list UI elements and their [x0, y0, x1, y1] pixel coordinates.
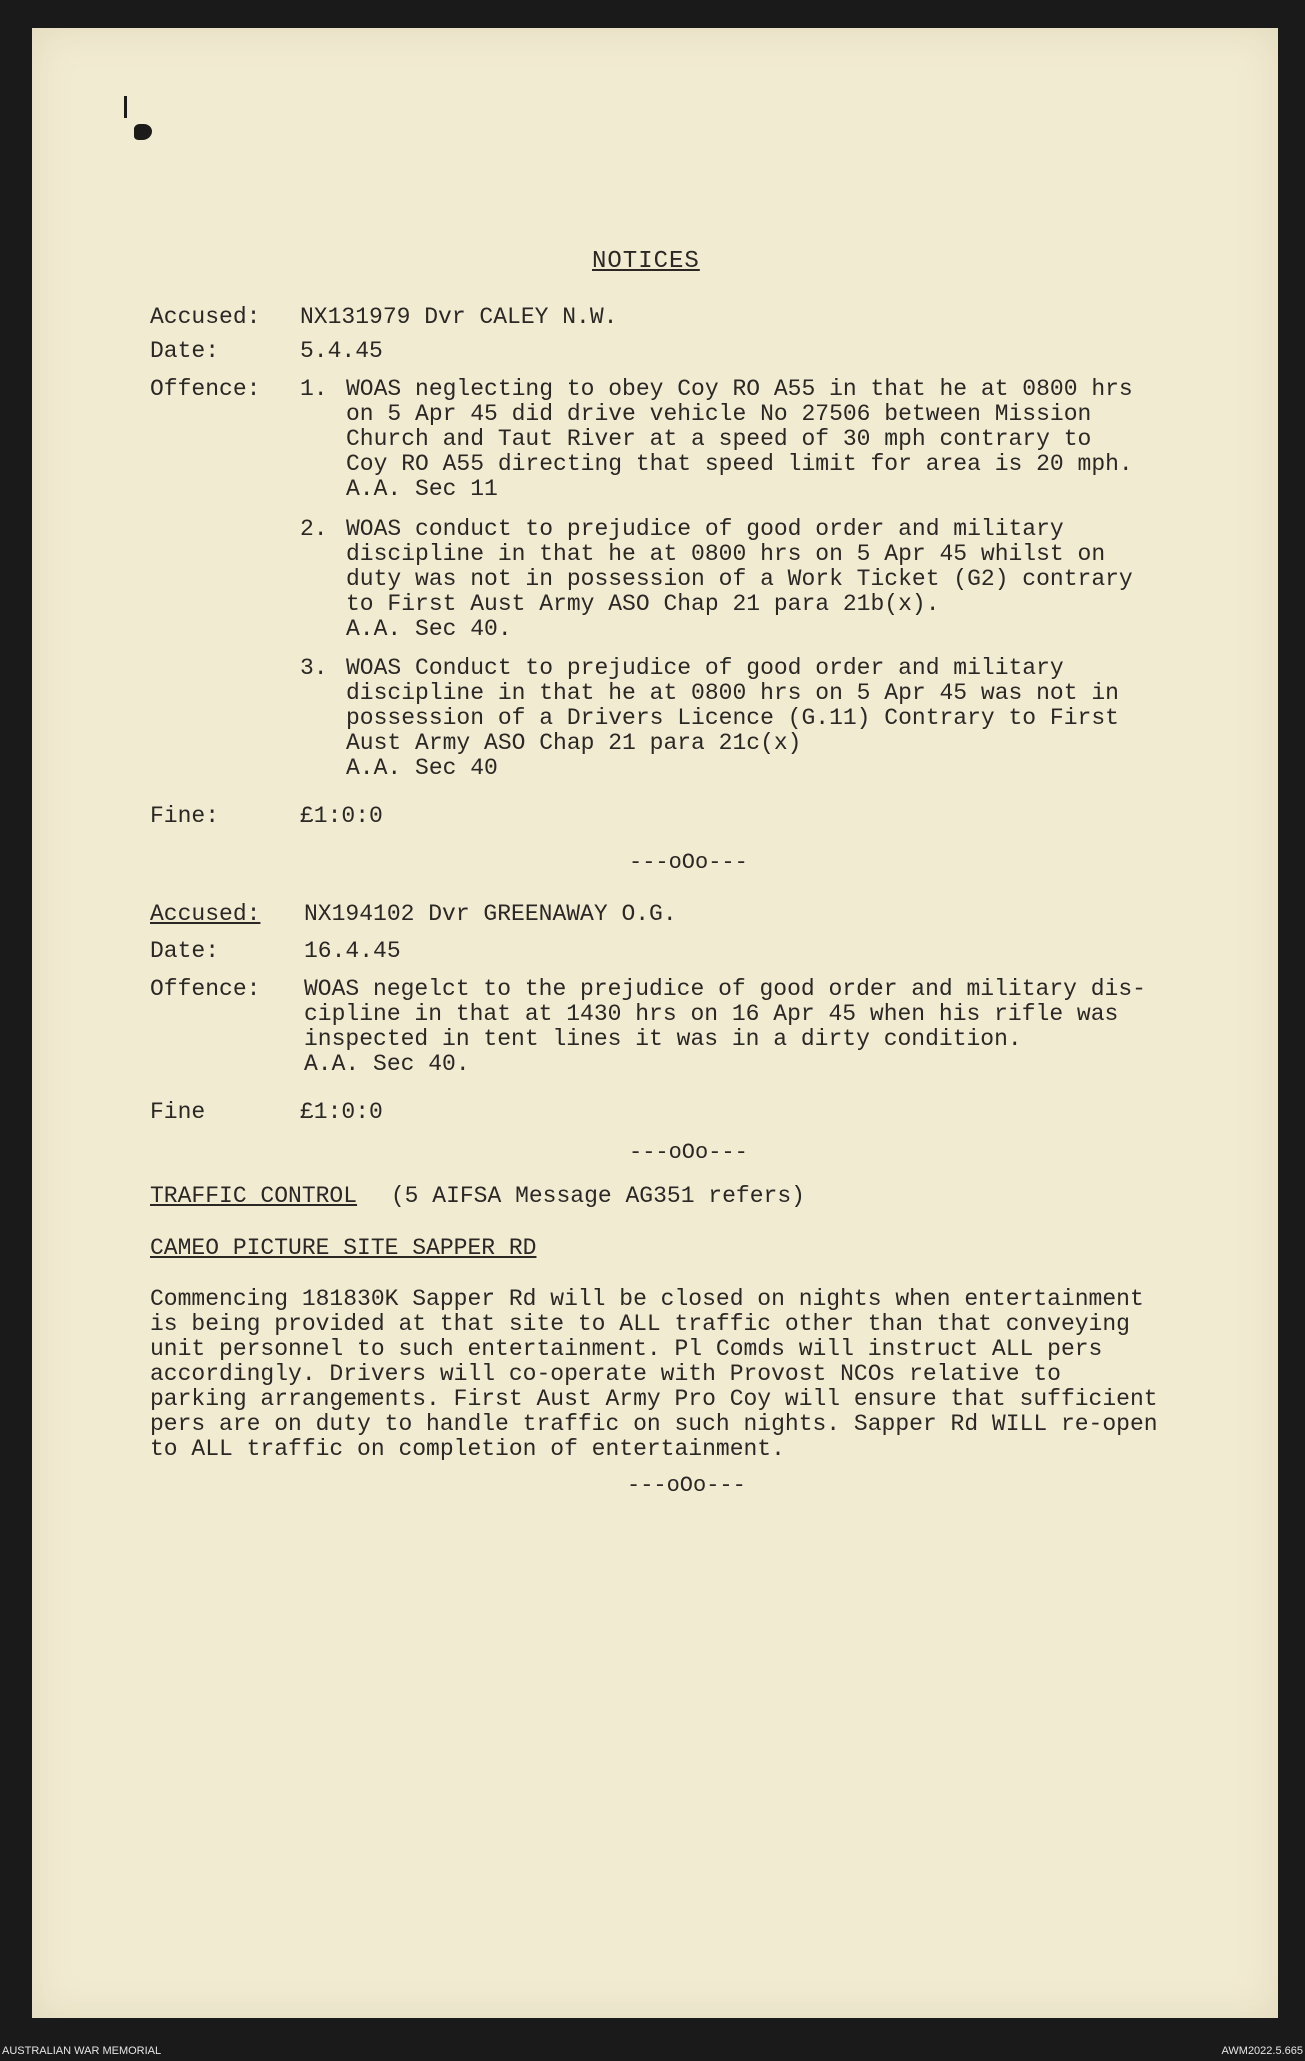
offence-line: Coy RO A55 directing that speed limit for area is 20 mph. [346, 451, 1133, 477]
footer-left: AUSTRALIAN WAR MEMORIAL [2, 2045, 162, 2057]
offence-line: WOAS neglecting to obey Coy RO A55 in that he at 0800 hrs [346, 376, 1133, 402]
offence-line: Aust Army ASO Chap 21 para 21c(x) [346, 730, 802, 756]
offence-line: WOAS Conduct to prejudice of good order and military [346, 655, 1064, 681]
date-label: Date: [150, 338, 220, 364]
offence-label: Offence: [150, 376, 261, 402]
offence-line: on 5 Apr 45 did drive vehicle No 27506 between Mission [346, 401, 1092, 427]
accused-value: NX131979 Dvr CALEY N.W. [300, 304, 618, 330]
paragraph-line: Commencing 181830K Sapper Rd will be closed on nights when entertainment [150, 1286, 1144, 1312]
section-heading [150, 1183, 805, 1209]
paragraph-line: unit personnel to such entertainment. Pl Comds will instruct ALL pers [150, 1336, 1103, 1362]
ink-blot [134, 124, 152, 140]
date-label: Date: [150, 938, 220, 964]
offence-line: WOAS conduct to prejudice of good order and military [346, 516, 1064, 542]
paragraph-line: pers are on duty to handle traffic on such nights. Sapper Rd WILL re-open [150, 1411, 1158, 1437]
offence-line: A.A. Sec 40. [346, 616, 512, 642]
separator: ---oOo--- [629, 1140, 748, 1165]
offence-line: A.A. Sec 40. [304, 1051, 470, 1077]
section-subheading: CAMEO PICTURE SITE SAPPER RD [150, 1235, 537, 1261]
offence-line: A.A. Sec 40 [346, 755, 498, 781]
date-value: 16.4.45 [304, 938, 401, 964]
heading-reference: (5 AIFSA Message AG351 refers) [390, 1183, 805, 1209]
heading-text: TRAFFIC CONTROL [150, 1183, 358, 1209]
offence-line: possession of a Drivers Licence (G.11) Contrary to First [346, 705, 1119, 731]
footer-right: AWM2022.5.665 [1221, 2045, 1303, 2057]
paragraph-line: parking arrangements. First Aust Army Pro Coy will ensure that sufficient [150, 1386, 1158, 1412]
offence-number: 1. [300, 376, 328, 402]
fine-label: Fine [150, 1099, 206, 1125]
page-title: NOTICES [592, 248, 700, 275]
paragraph-line: is being provided at that site to ALL traffic other than that conveying [150, 1311, 1130, 1337]
pin-mark [124, 96, 127, 118]
separator: ---oOo--- [629, 850, 748, 875]
fine-label: Fine: [150, 803, 220, 829]
offence-line: discipline in that he at 0800 hrs on 5 Apr 45 whilst on [346, 541, 1106, 567]
separator: ---oOo--- [627, 1473, 746, 1498]
accused-value: NX194102 Dvr GREENAWAY O.G. [304, 901, 677, 927]
accused-label: Accused: [150, 901, 261, 927]
offence-label: Offence: [150, 976, 261, 1002]
offence-line: A.A. Sec 11 [346, 476, 498, 502]
offence-line: WOAS negelct to the prejudice of good order and military dis- [304, 976, 1146, 1002]
offence-line: cipline in that at 1430 hrs on 16 Apr 45 when his rifle was [304, 1001, 1119, 1027]
fine-value: £1:0:0 [300, 803, 383, 829]
offence-line: inspected in tent lines it was in a dirty condition. [304, 1026, 1022, 1052]
offence-line: to First Aust Army ASO Chap 21 para 21b(x). [346, 591, 940, 617]
fine-value: £1:0:0 [300, 1099, 383, 1125]
offence-line: discipline in that he at 0800 hrs on 5 Apr 45 was not in [346, 680, 1119, 706]
accused-label: Accused: [150, 304, 261, 330]
offence-number: 2. [300, 516, 328, 542]
date-value: 5.4.45 [300, 338, 383, 364]
paragraph-line: accordingly. Drivers will co-operate with Provost NCOs relative to [150, 1361, 1061, 1387]
document-page [32, 28, 1278, 2018]
offence-number: 3. [300, 655, 328, 681]
offence-line: duty was not in possession of a Work Ticket (G2) contrary [346, 566, 1133, 592]
paragraph-line: to ALL traffic on completion of entertainment. [150, 1436, 785, 1462]
offence-line: Church and Taut River at a speed of 30 mph contrary to [346, 426, 1092, 452]
